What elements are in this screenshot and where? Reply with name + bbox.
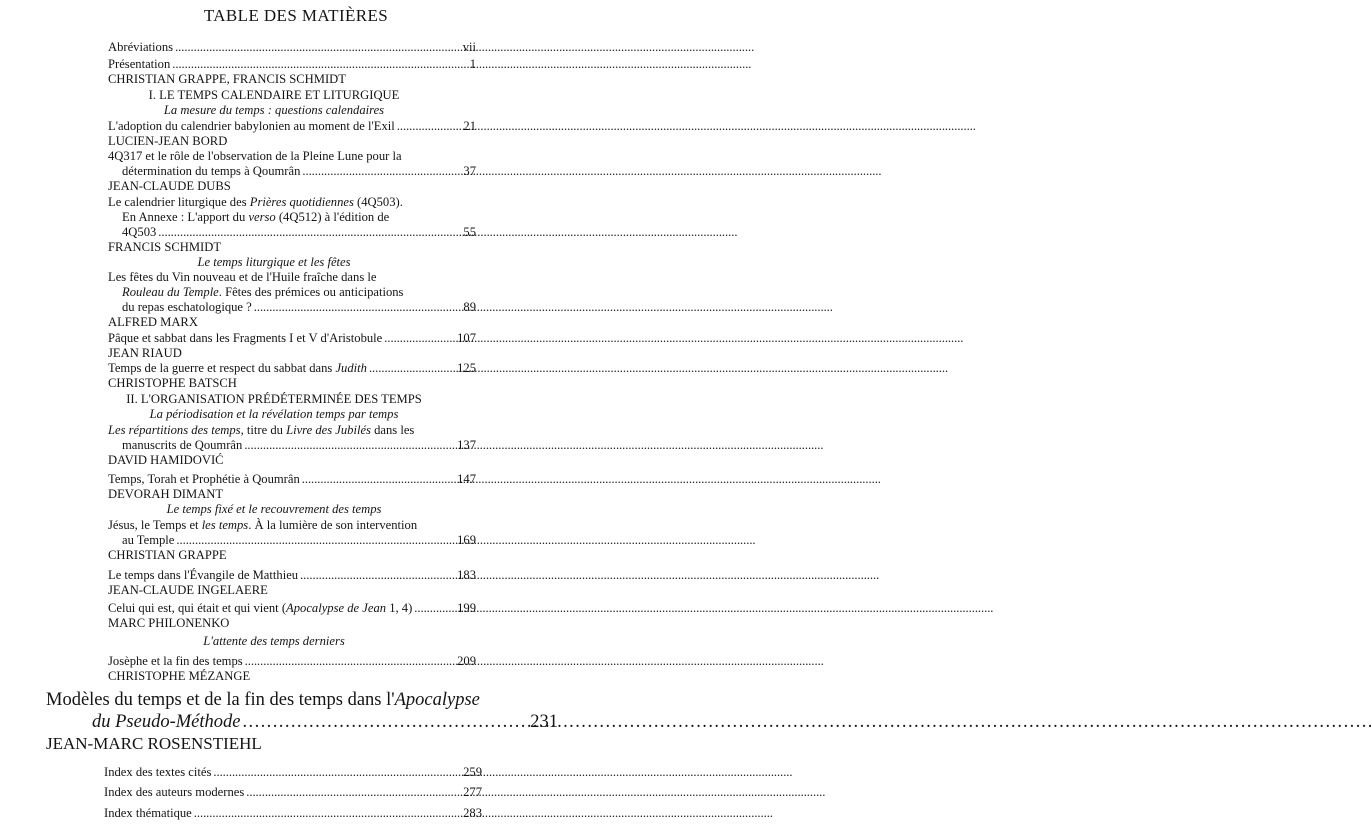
toc-entry[interactable] [122,225,440,240]
entry-author: CHRISTOPHE BATSCH [108,376,237,390]
toc-entry[interactable] [108,361,440,376]
entry-title-cont: 4Q503 [122,225,157,239]
page-number: 125 [457,361,476,375]
entry-author: MARC PHILONENKO [108,616,230,630]
entry-title: Le temps dans l'Évangile de Matthieu [108,568,299,582]
subsection-heading: La périodisation et la révélation temps par temps [149,407,399,421]
entry-author: ALFRED MARX [108,315,198,329]
leader-dots [213,765,791,780]
toc-entry[interactable] [122,164,440,179]
entry-title: Pâque et sabbat dans les Fragments I et V d'Aristobule [108,331,383,345]
entry-author: FRANCIS SCHMIDT [108,240,222,254]
page-title: TABLE DES MATIÈRES [203,6,389,25]
leader-dots [254,300,832,315]
entry-author: JEAN-CLAUDE INGELAERE [108,583,268,597]
leader-dots [246,785,824,800]
leader-dots [245,654,823,669]
page-number: 55 [463,225,476,239]
page-number: 231 [530,712,558,732]
page-number: vii [462,40,476,54]
index-entry[interactable] [104,806,448,821]
page-number: 183 [457,568,476,582]
entry-title: Le calendrier liturgique des Prières quotidiennes (4Q503). [108,195,403,209]
entry-title: Les répartitions des temps, titre du Livre des Jubilés dans les [108,423,415,437]
toc-entry[interactable] [108,331,440,346]
entry-author: JEAN-CLAUDE DUBS [108,179,231,193]
leader-dots [397,119,975,134]
entry-title-cont: détermination du temps à Qoumrân [122,164,301,178]
subsection-heading: L'attente des temps derniers [203,634,345,648]
entry-title: Temps, Torah et Prophétie à Qoumrân [108,472,300,486]
leader-dots [242,711,1370,733]
entry-title: Abréviations [108,40,174,54]
entry-title: L'adoption du calendrier babylonien au moment de l'Exil [108,119,395,133]
page-number: 147 [457,472,476,486]
toc-entry[interactable] [108,654,440,669]
toc-entry[interactable] [108,119,440,134]
page-number: 277 [463,785,482,799]
page-number: 283 [463,806,482,820]
toc-entry[interactable] [122,300,440,315]
entry-author: JEAN RIAUD [108,346,182,360]
entry-title-cont: du repas eschatologique ? [122,300,252,314]
toc-entry[interactable] [122,533,440,548]
subsection-heading: Le temps fixé et le recouvrement des temps [166,502,382,516]
entry-author: DAVID HAMIDOVIĆ [108,453,224,467]
entry-author: CHRISTIAN GRAPPE [108,548,227,562]
index-title: Index des auteurs modernes [104,785,245,799]
page-number: 169 [457,533,476,547]
leader-dots [244,438,822,453]
index-title: Index thématique [104,806,192,820]
toc-entry[interactable] [108,472,440,487]
page-number: 89 [463,300,476,314]
leader-dots [302,472,880,487]
entry-title: Les fêtes du Vin nouveau et de l'Huile fraîche dans le [108,270,377,284]
page-number: 259 [463,765,482,779]
page-number: 107 [457,331,476,345]
leader-dots [300,568,878,583]
toc-entry[interactable] [122,438,440,453]
index-entry[interactable] [104,765,448,780]
subsection-heading: La mesure du temps : questions calendaires [163,103,385,117]
entry-title-cont: au Temple [122,533,175,547]
toc-entry[interactable] [108,601,440,616]
index-entry[interactable] [104,785,448,800]
entry-title: 4Q317 et le rôle de l'observation de la Pleine Lune pour la [108,149,402,163]
large-entry-title-cont: du Pseudo-Méthode [92,712,241,732]
leader-dots [302,164,880,179]
page-number: 21 [463,119,476,133]
entry-author: CHRISTIAN GRAPPE, FRANCIS SCHMIDT [108,72,346,86]
leader-dots [414,601,992,616]
entry-title: Temps de la guerre et respect du sabbat dans Judith [108,361,367,375]
toc-entry-abbreviations[interactable] [108,40,440,55]
entry-title-cont: Rouleau du Temple. Fêtes des prémices ou anticipations [122,285,404,299]
entry-author: JEAN-MARC ROSENSTIEHL [46,734,262,753]
entry-author: DEVORAH DIMANT [108,487,224,501]
entry-author: CHRISTOPHE MÉZANGE [108,669,251,683]
entry-title: Josèphe et la fin des temps [108,654,243,668]
toc-entry[interactable] [108,568,440,583]
index-title: Index des textes cités [104,765,212,779]
large-entry-title: Modèles du temps et de la fin des temps dans l'Apocalypse [46,690,480,710]
leader-dots [194,806,772,821]
page-number: 137 [457,438,476,452]
entry-title: Celui qui est, qui était et qui vient (Apocalypse de Jean 1, 4) [108,601,413,615]
page-number: 1 [469,57,476,71]
page-number: 199 [457,601,476,615]
entry-title-cont: manuscrits de Qoumrân [122,438,243,452]
entry-title: Jésus, le Temps et les temps. À la lumière de son intervention [108,518,418,532]
large-toc-entry[interactable] [92,711,512,733]
section-heading: I. LE TEMPS CALENDAIRE ET LITURGIQUE [148,88,400,102]
toc-entry-presentation[interactable] [108,57,440,72]
entry-title-cont: En Annexe : L'apport du verso (4Q512) à l'édition de [122,210,390,224]
page-number: 209 [457,654,476,668]
entry-title: Présentation [108,57,171,71]
subsection-heading: Le temps liturgique et les fêtes [197,255,351,269]
section-heading: II. L'ORGANISATION PRÉDÉTERMINÉE DES TEMPS [126,392,422,406]
entry-author: LUCIEN-JEAN BORD [108,134,228,148]
page-number: 37 [463,164,476,178]
